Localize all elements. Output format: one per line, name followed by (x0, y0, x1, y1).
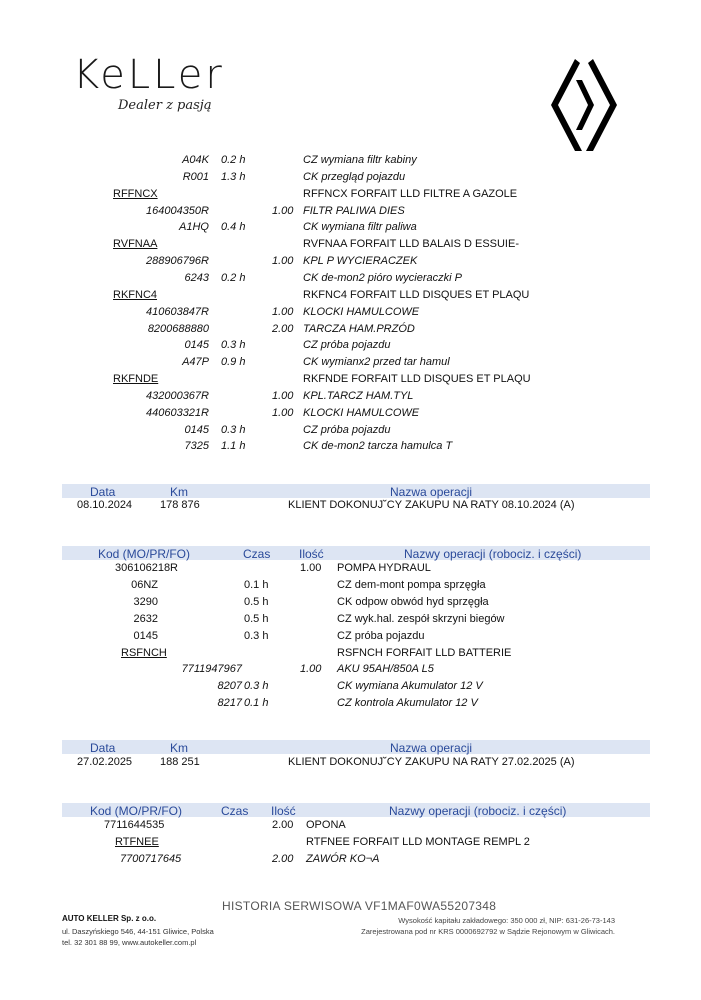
line-code: 8217 (217, 697, 242, 710)
line-description: RSFNCH FORFAIT LLD BATTERIE (337, 646, 512, 659)
line-time: 0.5 h (244, 612, 269, 625)
line-description: CK przegląd pojazdu (303, 170, 406, 183)
ops-code-header: Kod (MO/PR/FO) (98, 547, 191, 561)
visit-operation-header: Nazwa operacji (390, 741, 473, 755)
visit-operation: KLIENT DOKONUJ˘CY ZAKUPU NA RATY 27.02.2025 (A) (288, 756, 575, 768)
ops-time-header: Czas (221, 804, 249, 818)
ops-qty-header: Ilość (271, 804, 296, 818)
line-description: OPONA (306, 819, 346, 831)
line-code: 7700717645 (120, 852, 182, 865)
line-description: CK de-mon2 pióro wycieraczki P (303, 271, 462, 284)
line-code: 0145 (184, 423, 209, 436)
visit-header-band-1 (62, 484, 650, 498)
ops-code-header: Kod (MO/PR/FO) (90, 804, 183, 818)
line-code: 440603321R (145, 406, 209, 419)
line-time: 0.1 h (244, 578, 269, 591)
line-code: 7325 (184, 440, 209, 453)
line-code: 0145 (184, 339, 209, 352)
line-time: 1.3 h (221, 170, 246, 183)
visit-date-header: Data (90, 485, 116, 499)
line-description: RTFNEE FORFAIT LLD MONTAGE REMPL 2 (306, 835, 530, 848)
line-code: RKFNC4 (113, 288, 158, 301)
line-code: 164004350R (145, 204, 209, 217)
line-code: 288906796R (145, 255, 209, 268)
line-description: KLOCKI HAMULCOWE (303, 305, 420, 318)
line-qty: 1.00 (300, 562, 322, 574)
line-description: CK wymianx2 przed tar hamul (303, 356, 450, 369)
line-code: RFFNCX (113, 187, 158, 200)
visit-operation-header: Nazwa operacji (390, 485, 473, 499)
line-code: 0145 (133, 629, 158, 642)
line-qty: 1.00 (272, 255, 294, 268)
line-description: KPL P WYCIERACZEK (303, 255, 418, 268)
line-description: CZ wyk.hal. zespół skrzyni biegów (337, 612, 505, 625)
line-qty: 1.00 (272, 406, 294, 419)
line-qty: 2.00 (272, 819, 294, 831)
line-code: A47P (182, 356, 209, 369)
line-time: 0.9 h (221, 356, 246, 369)
line-description: RKFNDE FORFAIT LLD DISQUES ET PLAQU (303, 373, 531, 386)
line-code: 6243 (184, 271, 209, 284)
line-code: RVFNAA (113, 238, 158, 251)
line-description: CZ próba pojazdu (337, 629, 425, 642)
line-code: 7711947967 (181, 663, 242, 676)
line-time: 0.3 h (221, 423, 246, 436)
ops-qty-header: Ilość (299, 547, 324, 561)
line-description: POMPA HYDRAUL (337, 562, 431, 574)
visit-date: 08.10.2024 (77, 499, 133, 511)
line-description: CK wymiana Akumulator 12 V (337, 680, 483, 693)
line-qty: 1.00 (272, 305, 294, 318)
line-code: 2632 (133, 612, 158, 625)
line-description: CK odpow obwód hyd sprzęgła (337, 595, 489, 608)
line-description: CZ dem-mont pompa sprzęgła (337, 578, 486, 591)
ops-time-header: Czas (243, 547, 271, 561)
visit-km: 188 251 (160, 756, 200, 768)
line-code: 410603847R (145, 305, 209, 318)
line-code: 8200688880 (147, 322, 209, 335)
line-time: 1.1 h (221, 440, 246, 453)
line-description: TARCZA HAM.PRZÓD (303, 322, 415, 335)
line-qty: 1.00 (300, 663, 322, 676)
ops-names-header: Nazwy operacji (robociz. i części) (389, 804, 567, 818)
line-code: 06NZ (131, 578, 158, 591)
line-description: FILTR PALIWA DIES (303, 204, 405, 217)
line-time: 0.2 h (221, 154, 246, 166)
visit-km-header: Km (170, 485, 188, 499)
line-code: 432000367R (145, 389, 209, 402)
company-contact: tel. 32 301 88 99, www.autokeller.com.pl (62, 938, 197, 947)
line-description: CZ wymiana filtr kabiny (303, 154, 417, 166)
line-time: 0.3 h (244, 680, 269, 693)
visit-date: 27.02.2025 (77, 756, 133, 768)
line-time: 0.3 h (244, 629, 269, 642)
visit-km-header: Km (170, 741, 188, 755)
visit-km: 178 876 (160, 499, 200, 511)
line-description: CZ próba pojazdu (303, 423, 391, 436)
line-description: KLOCKI HAMULCOWE (303, 406, 420, 419)
line-time: 0.4 h (221, 221, 246, 234)
line-time: 0.1 h (244, 697, 269, 710)
line-code: 8207 (217, 680, 242, 693)
line-time: 0.3 h (221, 339, 246, 352)
line-description: RKFNC4 FORFAIT LLD DISQUES ET PLAQU (303, 288, 530, 301)
line-code: 306106218R (115, 562, 179, 574)
keller-tagline: Dealer z pasją (118, 98, 212, 113)
line-time: 0.2 h (221, 271, 246, 284)
line-qty: 1.00 (272, 389, 294, 402)
line-qty: 2.00 (272, 852, 294, 865)
line-code: A04K (182, 154, 209, 166)
visit-header-band-2 (62, 740, 650, 754)
renault-diamond-icon (545, 55, 625, 155)
line-description: AKU 95AH/850A L5 (337, 663, 434, 676)
line-qty: 1.00 (272, 204, 294, 217)
company-address: ul. Daszyńskiego 546, 44-151 Gliwice, Polska (62, 927, 214, 936)
line-description: CZ próba pojazdu (303, 339, 391, 352)
line-description: CZ kontrola Akumulator 12 V (337, 697, 478, 710)
line-description: CK wymiana filtr paliwa (303, 221, 417, 234)
line-code: RTFNEE (115, 835, 159, 848)
line-qty: 2.00 (272, 322, 294, 335)
visit-operation: KLIENT DOKONUJ˘CY ZAKUPU NA RATY 08.10.2024 (A) (288, 499, 575, 511)
line-code: 7711644535 (104, 819, 165, 831)
ops-names-header: Nazwy operacji (robociz. i części) (404, 547, 582, 561)
line-code: RSFNCH (121, 646, 167, 659)
line-code: A1HQ (179, 221, 209, 234)
line-code: R001 (182, 170, 209, 183)
line-time: 0.5 h (244, 595, 269, 608)
line-description: ZAWÓR KO¬A (306, 852, 380, 865)
line-code: 3290 (133, 595, 158, 608)
company-capital: Wysokość kapitału zakładowego: 350 000 zł, NIP: 631-26-73-143 (398, 916, 615, 925)
company-name: AUTO KELLER Sp. z o.o. (62, 914, 157, 923)
line-description: RFFNCX FORFAIT LLD FILTRE A GAZOLE (303, 187, 518, 200)
line-description: CK de-mon2 tarcza hamulca T (303, 440, 453, 453)
line-description: KPL.TARCZ HAM.TYL (303, 389, 414, 402)
keller-logo: KeLLer (73, 52, 225, 98)
company-krs: Zarejestrowana pod nr KRS 0000692792 w Sądzie Rejonowym w Gliwicach. (361, 927, 615, 936)
line-code: RKFNDE (113, 373, 159, 386)
visit-date-header: Data (90, 741, 116, 755)
line-description: RVFNAA FORFAIT LLD BALAIS D ESSUIE- (303, 238, 519, 251)
service-history-title: HISTORIA SERWISOWA VF1MAF0WA55207348 (222, 899, 497, 913)
